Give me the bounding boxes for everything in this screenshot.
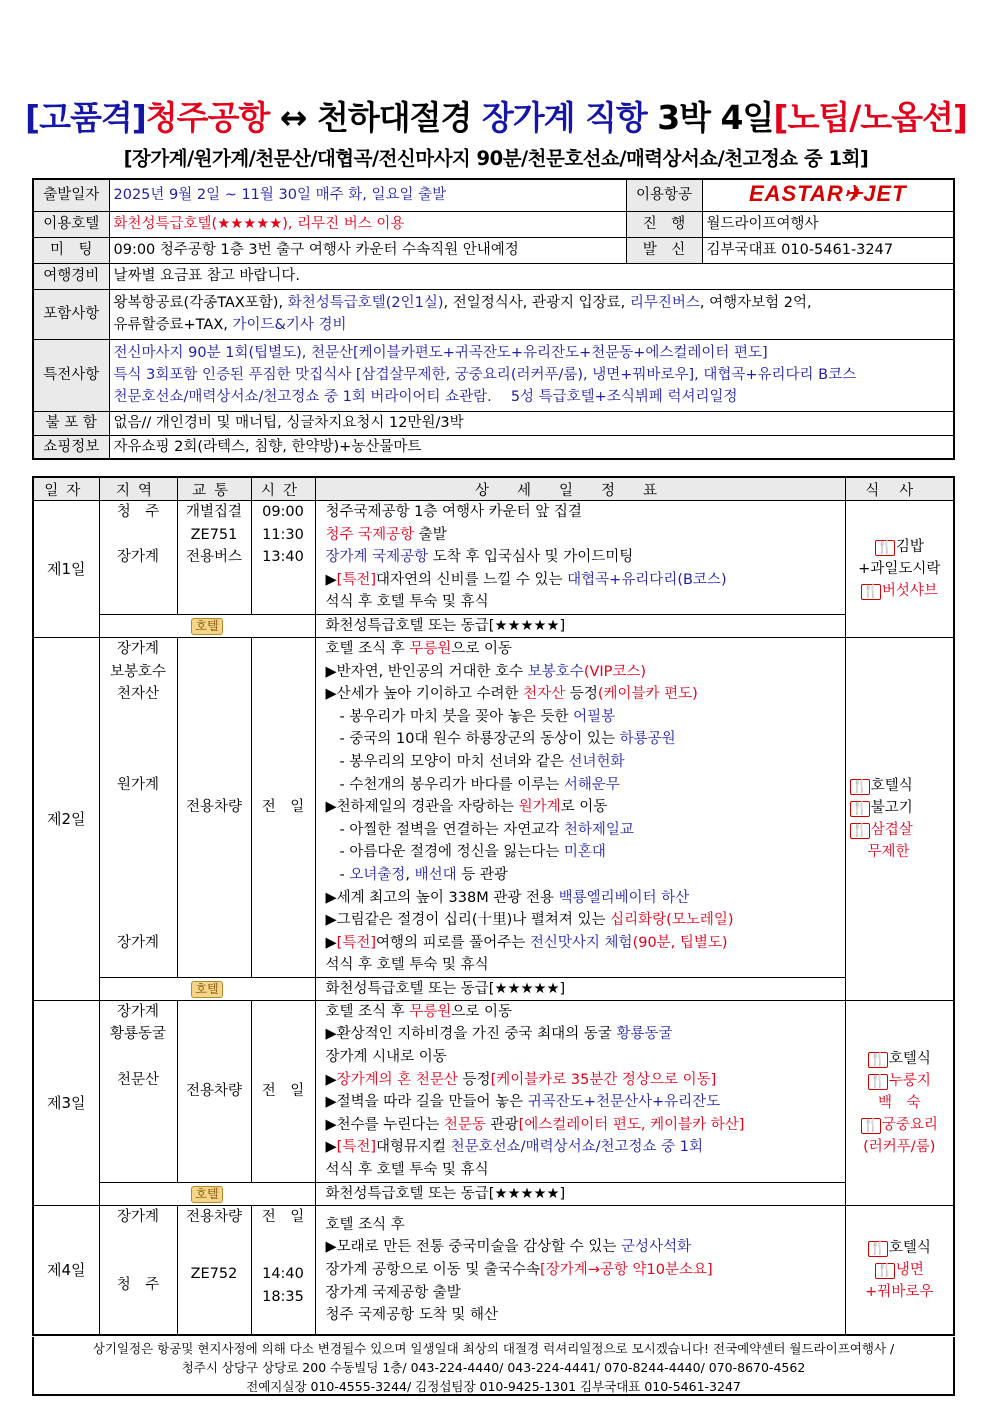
hotel-value: 화천성특급호텔(★★★★★), 리무진 버스 이용 [109,211,626,237]
day3-row [33,1000,954,1182]
day3-regions: 장가계 황룡동굴 천문산 [99,1000,177,1182]
header-region: 지역 [99,477,177,501]
day3-time: 전 일 [251,1000,315,1182]
day1-transport: 개별집결 ZE751 전용버스 [177,501,251,615]
exclude-label: 불 포 함 [33,411,109,435]
special-value: 전신마사지 90분 1회(팁별도), 천문산[케이블카편도+귀곡잔도+유리잔도+천문동+에스컬레이터 편도] 특식 3회포함 인증된 푸짐한 맛집식사 [삼겹살무제한, 궁중요리(러커푸/룸), 냉면+꿔바로우], 대협곡+유리다리 B코스 천문호선쇼/매력상서쇼/천고정쇼 중 1회 버라이어티 쇼관람. 5성 특급호텔+조식뷔페 럭셔리일정 [109,339,954,411]
fork-knife-icon: 🍴 [851,778,868,794]
day4-regions: 장가계 청 주 [99,1205,177,1335]
day2-transport: 전용차량 [177,637,251,977]
day2-time: 전 일 [251,637,315,977]
shopping-label: 쇼핑정보 [33,435,109,459]
day1-detail: 청주국제공항 1층 여행사 카운터 앞 집결 청주 국제공항 출발 장가계 국제공항 도착 후 입국심사 및 가이드미팅 ▶[특전]대자연의 신비를 느낄 수 있는 대협곡+유리다리(B코스) 석식 후 호텔 투숙 및 휴식 [315,501,845,615]
shopping-value: 자유쇼핑 2회(라텍스, 침향, 한약방)+농산물마트 [109,435,954,459]
departure-label: 출발일자 [33,179,109,211]
exclude-value: 없음// 개인경비 및 매너팁, 싱글차지요청시 12만원/3박 [109,411,954,435]
header-time: 시간 [251,477,315,501]
day1-hotel-row [33,614,954,637]
day4-label: 제4일 [33,1205,99,1335]
fork-knife-icon: 🍴 [869,1241,886,1257]
fork-knife-icon: 🍴 [869,1051,886,1067]
day2-detail: 호텔 조식 후 무릉원으로 이동 ▶반자연, 반인공의 거대한 호수 보봉호수(VIP코스) ▶산세가 높아 기이하고 수려한 천자산 등정(케이블카 편도) - 봉우리가 마치 붓을 꽂아 놓은 듯한 어필봉 - 중국의 10대 원수 하룡장군의 동상이 있는 하룡공원 - 봉우리의 모양이 마치 선녀와 같은 선녀헌화 - 수천개의 봉우리가 바다를 이루는 서해운무 ▶천하제일의 경관을 자랑하는 원가계로 이동 - 아찔한 절벽을 연결하는 자연교각 천하제일교 - 아름다운 절경에 정신을 잃는다는 미혼대 - 오녀출정, 배선대 등 관광 ▶세계 최고의 높이 338M 관광 전용 백룡엘리베이터 하산 ▶그림같은 절경이 십리(十里)나 펼쳐져 있는 십리화랑(모노레일) ▶[특전]여행의 피로를 풀어주는 전신맛사지 체험(90분, 팁별도) 석식 후 호텔 투숙 및 휴식 [315,637,845,977]
day2-row [33,637,954,977]
footer-line2: 청주시 상당구 상당로 200 수동빌딩 1층/ 043-224-4440/ 043-224-4441/ 070-8244-4440/ 070-8670-4562 [181,1360,806,1375]
day3-label: 제3일 [33,1000,99,1205]
day2-meals: 🍴 호텔식 🍴 불고기 🍴 삼겹살 무제한 [845,637,954,1000]
schedule-header-row [33,477,954,501]
day2-hotel: 화천성특급호텔 또는 동급[★★★★★] [315,977,845,1000]
day1-hotel: 화천성특급호텔 또는 동급[★★★★★] [315,614,845,637]
meeting-label: 미 팅 [33,237,109,263]
fork-knife-icon: 🍴 [862,1117,879,1133]
cost-label: 여행경비 [33,263,109,289]
day2-regions: 장가계 보봉호수 천자산 원가계 장가계 [99,637,177,977]
hotel-icon: 호텔 [191,1186,222,1203]
departure-value: 2025년 9월 2일 ~ 11월 30일 매주 화, 일요일 출발 [109,179,626,211]
footer-line1: 상기일정은 항공및 현지사정에 의해 다소 변경될수 있으며 일생일대 최상의 대절경 럭셔리일정으로 모시겠습니다! 전국예약센터 월드라이프여행사 / [92,1341,895,1356]
info-table [32,178,955,460]
footer [32,1337,955,1396]
day2-hotel-row [33,977,954,1000]
include-label: 포함사항 [33,289,109,339]
day1-hotel-icon-cell [99,614,315,637]
day4-detail: 호텔 조식 후 ▶모래로 만든 전통 중국미술을 감상할 수 있는 군성사석화 장가계 공항으로 이동 및 출국수속[장가계→공항 약10분소요] 장가계 국제공항 출발 청주 국제공항 도착 및 해산 [315,1205,845,1335]
special-label: 특전사항 [33,339,109,411]
hotel-label: 이용호텔 [33,211,109,237]
day1-times: 09:00 11:30 13:40 [251,501,315,615]
hotel-icon: 호텔 [191,981,222,998]
day3-hotel-icon-cell [99,1182,315,1205]
fork-knife-icon: 🍴 [876,1263,893,1279]
schedule-table [32,476,955,1336]
day3-transport: 전용차량 [177,1000,251,1182]
cost-value: 날짜별 요금표 참고 바랍니다. [109,263,954,289]
day4-meals: 🍴 호텔식 🍴 냉면 +꿔바로우 [845,1205,954,1335]
footer-line3: 전예지실장 010-4555-3244/ 김정섭팀장 010-9425-1301 김부국대표 010-5461-3247 [246,1379,741,1394]
airline-logo: EASTAR✈JET [702,179,954,211]
agency-value: 월드라이프여행사 [702,211,954,237]
day3-hotel-row [33,1182,954,1205]
fork-knife-icon: 🍴 [851,800,868,816]
page-subtitle: [장가계/원가계/천문산/대협곡/전신마사지 90분/천문호선쇼/매력상서쇼/천고정쇼 중 1회] [123,147,869,170]
sender-value: 김부국대표 010-5461-3247 [702,237,954,263]
day2-hotel-icon-cell [99,977,315,1000]
fork-knife-icon: 🍴 [869,1073,886,1089]
day3-hotel: 화천성특급호텔 또는 동급[★★★★★] [315,1182,845,1205]
sender-label: 발 신 [626,237,702,263]
day3-detail: 호텔 조식 후 무릉원으로 이동 ▶환상적인 지하비경을 가진 중국 최대의 동굴 황룡동굴 장가계 시내로 이동 ▶장가계의 혼 천문산 등정[케이블카로 35분간 정상으로 이동] ▶절벽을 따라 길을 만들어 놓은 귀곡잔도+천문산사+유리잔도 ▶천수를 누린다는 천문동 관광[에스컬레이터 편도, 케이블카 하산] ▶[특전]대형뮤지컬 천문호선쇼/매력상서쇼/천고정쇼 중 1회 석식 후 호텔 투숙 및 휴식 [315,1000,845,1182]
agency-label: 진 행 [626,211,702,237]
header-transport: 교통 [177,477,251,501]
day1-regions: 청 주 장가계 [99,501,177,615]
day1-meals: 🍴 김밥 +과일도시락 🍴 버섯샤브 [845,501,954,638]
day4-times: 전 일 14:40 18:35 [251,1205,315,1335]
day2-label: 제2일 [33,637,99,1000]
day3-meals: 🍴 호텔식 🍴 누룽지 백 숙 🍴 궁중요리 (러커푸/룸) [845,1000,954,1205]
fork-knife-icon: 🍴 [876,539,893,555]
airline-label: 이용항공 [626,179,702,211]
fork-knife-icon: 🍴 [862,583,879,599]
hotel-icon: 호텔 [191,618,222,635]
page-title: [고품격]청주공항 ↔ 천하대절경 장가계 직항 3박 4일[노팁/노옵션] [24,98,967,137]
meeting-value: 09:00 청주공항 1층 3번 출구 여행사 카운터 수속직원 안내예정 [109,237,626,263]
day4-row [33,1205,954,1335]
header-detail: 상세일정표 [315,477,845,501]
include-value: 왕복항공료(각종TAX포함), 화천성특급호텔(2인1실), 전일정식사, 관광지 입장료, 리무진버스, 여행자보험 2억, 유류할증료+TAX, 가이드&기사 경비 [109,289,954,339]
day4-transport: 전용차량 ZE752 [177,1205,251,1335]
fork-knife-icon: 🍴 [851,822,868,838]
header-meal: 식사 [845,477,954,501]
day1-row [33,501,954,615]
header-day: 일자 [33,477,99,501]
day1-label: 제1일 [33,501,99,638]
